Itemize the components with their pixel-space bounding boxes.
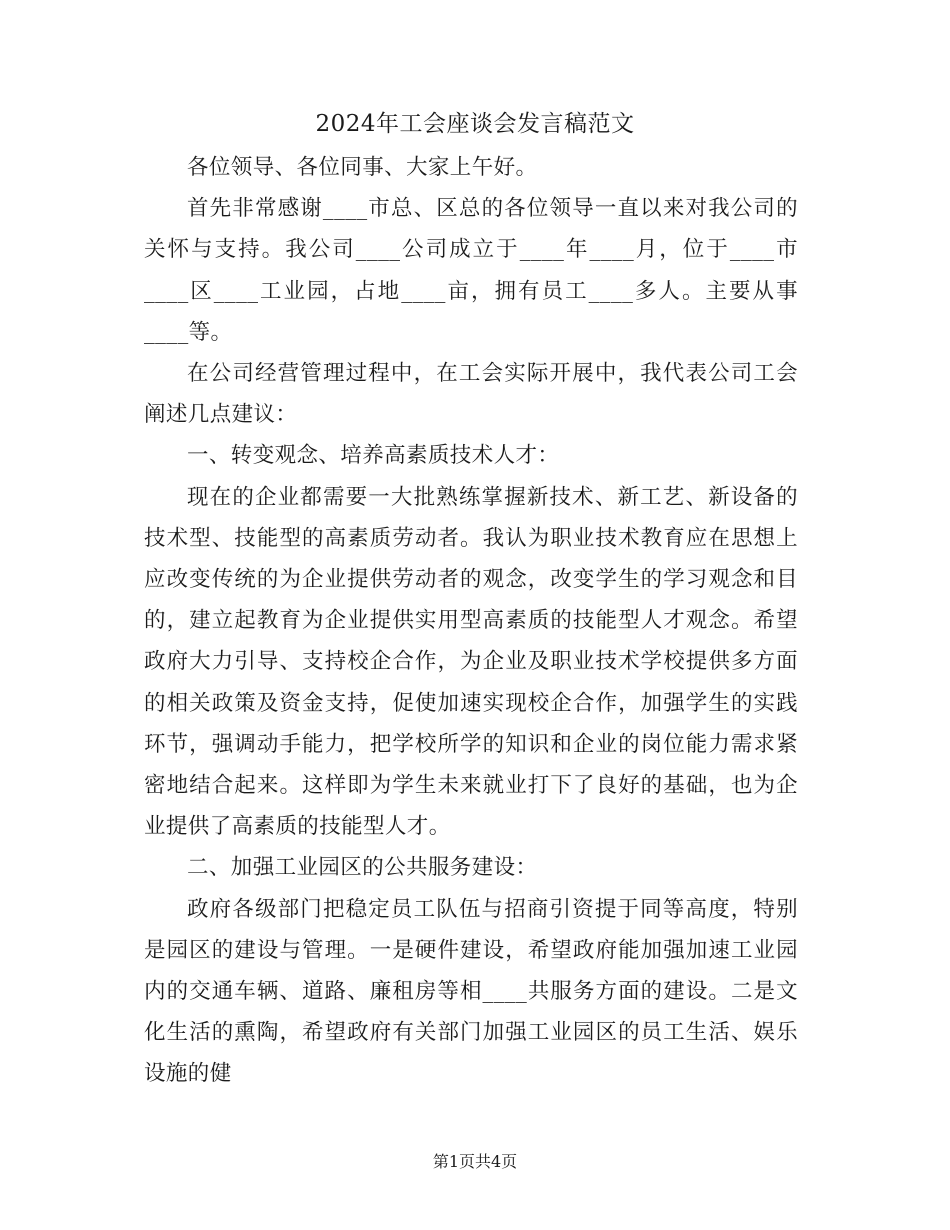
section-heading-1: 一、转变观念、培养高素质技术人才： [187,443,560,469]
paragraph-talent-training: 现在的企业都需要一大批熟练掌握新技术、新工艺、新设备的技术型、技能型的高素质劳动者。我认为职业技术教育应在思想上应改变传统的为企业提供劳动者的观念，改变学生的学习观念和目的，建立起教育为企业提供实用型高素质的技能型人才观念。希望政府大力引导、支持校企合作，为企业及职业技术学校提供多方面的相关政策及资金支持，促使加速实现校企合作，加强学生的实践环节，强调动手能力，把学校所学的知识和企业的岗位能力需求紧密地结合起来。这样即为学生未来就业打下了良好的基础，也为企业提供了高素质的技能型人才。 [144,484,798,840]
paragraph-public-services: 政府各级部门把稳定员工队伍与招商引资提于同等高度，特别是园区的建设与管理。一是硬件建设，希望政府能加强加速工业园内的交通车辆、道路、廉租房等相____共服务方面的建设。二是文化生活的熏陶，希望政府有关部门加强工业园区的员工生活、娱乐设施的健 [144,896,798,1087]
paragraph-greeting: 各位领导、各位同事、大家上午好。 [187,155,538,180]
document-body [144,147,798,1095]
page-number-footer: 第1页共4页 [432,1152,518,1171]
section-heading-2: 二、加强工业园区的公共服务建设： [187,855,538,881]
document-title: 2024年工会座谈会发言稿范文 [315,111,635,137]
paragraph-company-intro: 首先非常感谢____市总、区总的各位领导一直以来对我公司的关怀与支持。我公司____公司成立于____年____月，位于____市____区____工业园，占地____亩，拥有员工____多人。主要从事____等。 [144,196,798,345]
paragraph-suggestions-intro: 在公司经营管理过程中，在工会实际开展中，我代表公司工会阐述几点建议： [144,361,798,428]
